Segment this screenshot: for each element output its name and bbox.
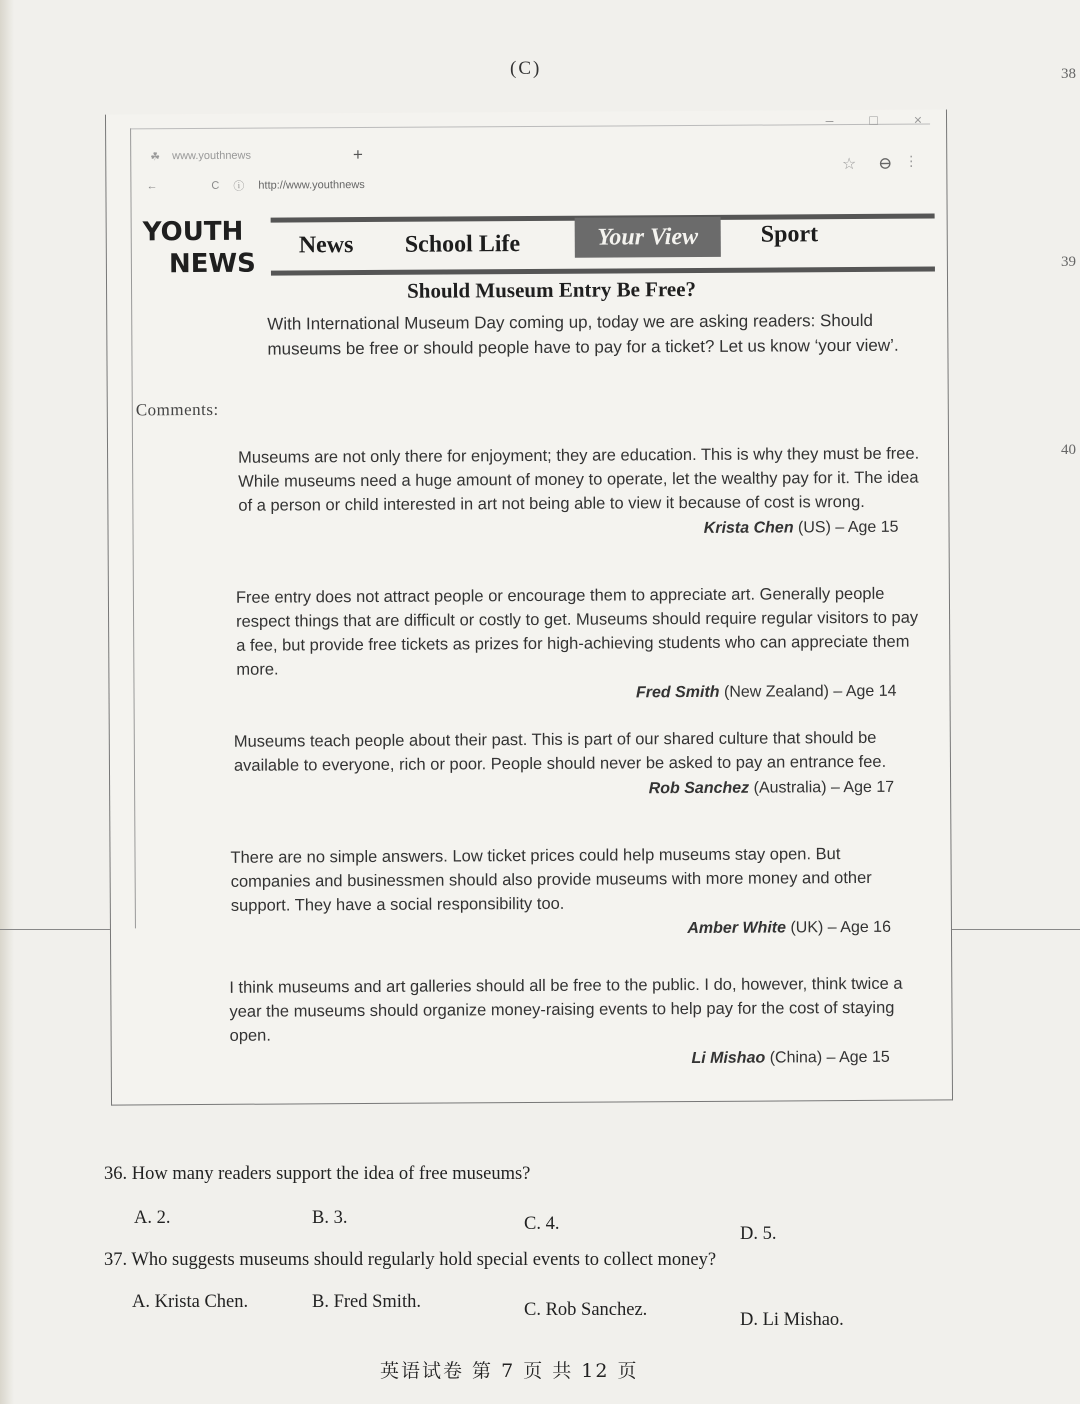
option[interactable]: A. Krista Chen. xyxy=(132,1292,249,1312)
comment-text: Museums are not only there for enjoyment; they are education. This is why they must be free. While museums need a huge amount of money to operate, let the wealthy pay for it. The idea of a person or child interested in art not being able to view it because of cost is wrong. xyxy=(238,444,920,515)
logo-line-1: YOUTH xyxy=(142,216,244,248)
comment-author: Krista Chen xyxy=(703,519,794,537)
article-intro: With International Museum Day coming up, today we are asking readers: Should museums be free or should people have to pay for a ticket? Let us know ‘your view’. xyxy=(267,310,899,359)
question-36: 36. How many readers support the idea of free museums? xyxy=(104,1164,531,1184)
comment xyxy=(229,972,920,1074)
comment-author-info: (China) – Age 15 xyxy=(765,1048,890,1067)
comment-signature xyxy=(230,1046,920,1074)
new-tab-button[interactable]: + xyxy=(352,145,363,165)
comment-author: Amber White xyxy=(687,919,787,938)
close-icon[interactable]: × xyxy=(913,111,923,128)
tab-bar xyxy=(150,145,363,166)
comment xyxy=(236,582,927,708)
question-37: 37. Who suggests museums should regularly hold special events to collect money? xyxy=(104,1250,717,1270)
tab-favicon-icon: ☘ xyxy=(150,150,161,163)
page-footer: 英语试卷 第 7 页 共 12 页 xyxy=(380,1360,639,1382)
comment-author-info: (Australia) – Age 17 xyxy=(749,778,895,797)
margin-mark: 38 xyxy=(1061,66,1076,82)
menu-icon[interactable]: ⋮ xyxy=(904,154,919,170)
site-nav xyxy=(271,214,935,276)
comment xyxy=(234,726,924,804)
window-controls xyxy=(826,112,923,129)
nav-item-news[interactable]: News xyxy=(298,232,354,259)
nav-item-sport[interactable]: Sport xyxy=(760,221,819,248)
tab-title[interactable]: www.youthnews xyxy=(172,149,252,163)
margin-mark: 40 xyxy=(1061,442,1076,458)
address-bar xyxy=(146,177,364,194)
comment-text: I think museums and art galleries should all be free to the public. I do, however, think twice a year the museums should organize money-raising events to help pay for the cost of staying open. xyxy=(229,974,903,1045)
window-border xyxy=(130,128,136,928)
profile-icon[interactable]: ⊖ xyxy=(877,153,893,173)
option[interactable]: C. 4. xyxy=(524,1214,560,1234)
site-logo[interactable] xyxy=(143,216,256,281)
option[interactable]: D. Li Mishao. xyxy=(740,1310,844,1330)
star-icon[interactable]: ☆ xyxy=(841,155,857,174)
section-label: (C) xyxy=(510,58,542,79)
comment-signature xyxy=(231,916,921,944)
option[interactable]: B. Fred Smith. xyxy=(312,1292,421,1312)
comment-author-info: (UK) – Age 16 xyxy=(785,918,892,937)
comment-author: Rob Sanchez xyxy=(648,779,750,798)
comment xyxy=(230,842,921,944)
comment-text: Museums teach people about their past. This is part of our shared culture that should be available to everyone, rich or poor. People should never be asked to pay an entrance fee. xyxy=(233,728,887,775)
back-icon[interactable]: ← xyxy=(146,180,158,193)
nav-item-your-view[interactable]: Your View xyxy=(575,217,721,258)
url-input[interactable]: http://www.youthnews xyxy=(258,178,365,192)
option[interactable]: B. 3. xyxy=(312,1208,348,1228)
page-edge-shadow xyxy=(0,0,14,1404)
comment-text: Free entry does not attract people or encourage them to appreciate art. Generally people respect things that are difficult or costly to get. Museums should require regular visitors to pay a fee, but provide free tickets as prizes for high-achieving students who can appreciate them more. xyxy=(235,584,919,679)
maximize-icon[interactable]: □ xyxy=(869,111,878,128)
comment-signature xyxy=(236,680,926,708)
minimize-icon[interactable]: – xyxy=(825,112,834,129)
window-border xyxy=(130,124,930,130)
comment xyxy=(238,442,929,544)
option[interactable]: D. 5. xyxy=(740,1224,777,1244)
option[interactable]: C. Rob Sanchez. xyxy=(524,1300,648,1320)
option[interactable]: A. 2. xyxy=(134,1208,171,1228)
comment-signature xyxy=(234,776,924,804)
logo-line-2: NEWS xyxy=(168,248,256,280)
browser-window xyxy=(105,109,953,1105)
comment-author-info: (New Zealand) – Age 14 xyxy=(719,682,897,701)
comment-author: Li Mishao xyxy=(691,1049,766,1068)
comment-author-info: (US) – Age 15 xyxy=(793,518,899,537)
comments-label: Comments: xyxy=(135,399,219,420)
comment-text: There are no simple answers. Low ticket prices could help museums stay open. But companies and businessmen should also provide museums with more money and other support. They have a social responsibility too. xyxy=(230,845,872,915)
nav-item-school-life[interactable]: School Life xyxy=(404,231,521,258)
info-icon: ⓘ xyxy=(233,180,245,193)
comment-author: Fred Smith xyxy=(635,683,720,702)
margin-mark: 39 xyxy=(1061,254,1076,270)
comment-signature xyxy=(238,516,928,544)
reload-icon[interactable]: C xyxy=(211,179,220,192)
article-title: Should Museum Entry Be Free? xyxy=(406,276,697,303)
